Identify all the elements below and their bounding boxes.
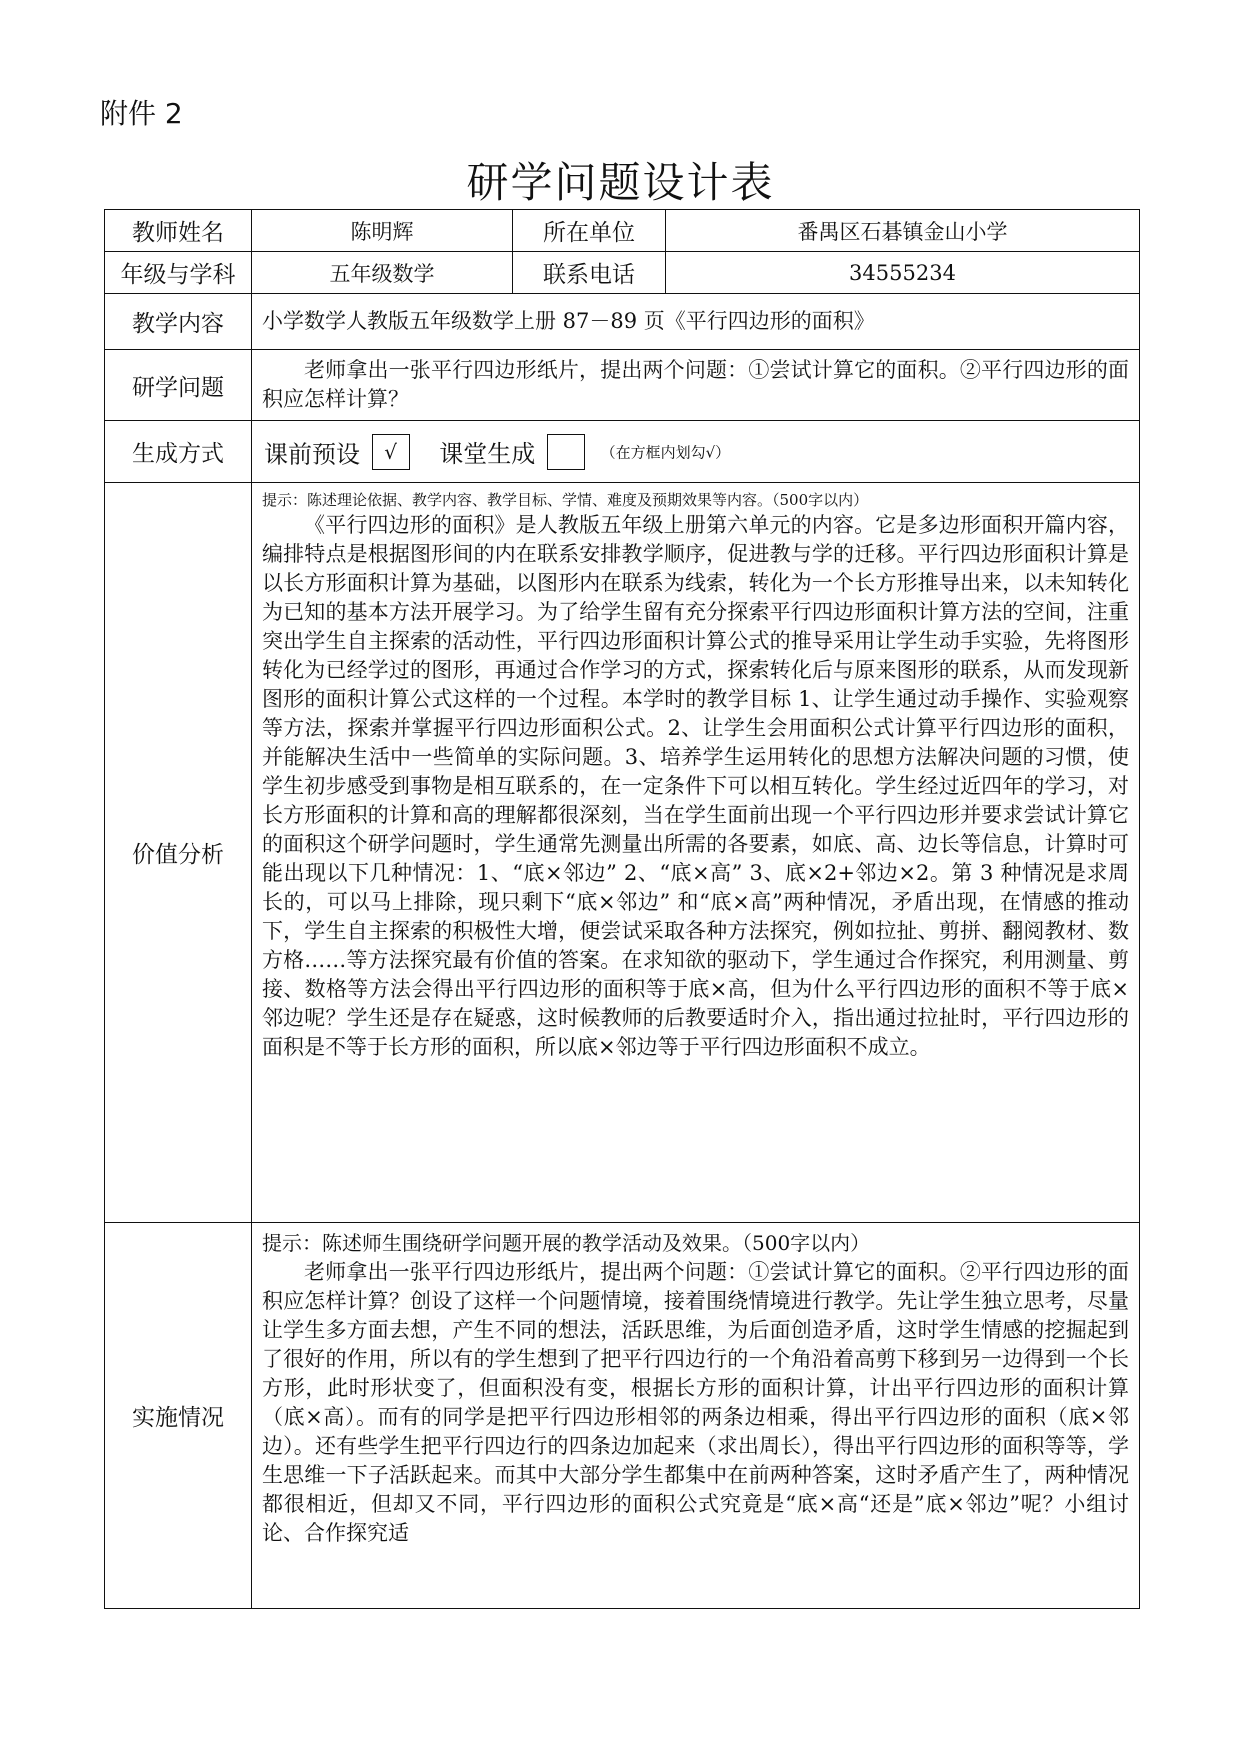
- implementation-label: 实施情况: [105, 1223, 252, 1609]
- question-value: 老师拿出一张平行四边形纸片，提出两个问题：①尝试计算它的面积。②平行四边形的面积应怎样计算？: [262, 358, 1129, 411]
- question-label: 研学问题: [105, 350, 252, 421]
- option-classroom-label: 课堂生成: [439, 440, 536, 468]
- option-preset-checkbox[interactable]: √: [372, 434, 410, 470]
- content-label: 教学内容: [105, 294, 252, 350]
- row-implementation: [105, 1223, 1140, 1609]
- question-cell: [252, 350, 1140, 421]
- row-grade: [105, 252, 1140, 294]
- row-teacher: [105, 210, 1140, 252]
- option-preset-label: 课前预设: [264, 440, 360, 468]
- checkbox-note: （在方框内划勾√）: [600, 443, 731, 461]
- grade-subject-value: 五年级数学: [252, 252, 513, 294]
- generation-cell: [252, 421, 1140, 483]
- option-classroom-checkbox[interactable]: [547, 434, 585, 470]
- value-analysis-cell: [252, 483, 1140, 1223]
- unit-value: 番禺区石碁镇金山小学: [666, 210, 1140, 252]
- design-table: [104, 209, 1140, 1609]
- content-value: 小学数学人教版五年级数学上册 87－89 页《平行四边形的面积》: [252, 294, 1140, 350]
- row-value-analysis: [105, 483, 1140, 1223]
- implementation-text: 老师拿出一张平行四边形纸片，提出两个问题：①尝试计算它的面积。②平行四边形的面积应怎样计算？创设了这样一个问题情境，接着围绕情境进行教学。先让学生独立思考，尽量让学生多方面去想，产生不同的想法，活跃思维，为后面创造矛盾，这时学生情感的挖掘起到了很好的作用，所以有的学生想到了把平行四边行的一个角沿着高剪下移到另一边得到一个长方形，此时形状变了，但面积没有变，根据长方形的面积计算，计出平行四边形的面积计算（底×高）。而有的同学是把平行四边形相邻的两条边相乘，得出平行四边形的面积（底×邻边）。还有些学生把平行四边行的四条边加起来（求出周长），得出平行四边形的面积等等，学生思维一下子活跃起来。而其中大部分学生都集中在前两种答案，这时矛盾产生了，两种情况都很相近，但却又不同，平行四边形的面积公式究竟是“底×高“还是”底×邻边”呢？小组讨论、合作探究适: [262, 1260, 1129, 1545]
- phone-label: 联系电话: [513, 252, 666, 294]
- row-generation: [105, 421, 1140, 483]
- form-title: 研学问题设计表: [466, 158, 775, 207]
- grade-subject-label: 年级与学科: [105, 252, 252, 294]
- row-content: [105, 294, 1140, 350]
- row-question: [105, 350, 1140, 421]
- implementation-cell: [252, 1223, 1140, 1609]
- implementation-hint: 提示：陈述师生围绕研学问题开展的教学活动及效果。（500字以内）: [262, 1231, 871, 1255]
- value-analysis-text: 《平行四边形的面积》是人教版五年级上册第六单元的内容。它是多边形面积开篇内容，编排特点是根据图形间的内在联系安排教学顺序，促进教与学的迁移。平行四边形面积计算是以长方形面积计算为基础，以图形内在联系为线索，转化为一个长方形推导出来，以未知转化为已知的基本方法开展学习。为了给学生留有充分探索平行四边形面积计算方法的空间，注重突出学生自主探索的活动性，平行四边形面积计算公式的推导采用让学生动手实验，先将图形转化为已经学过的图形，再通过合作学习的方式，探索转化后与原来图形的联系，从而发现新图形的面积计算公式这样的一个过程。本学时的教学目标 1、让学生通过动手操作、实验观察等方法，探索并掌握平行四边形面积公式。2、让学生会用面积公式计算平行四边形的面积，并能解决生活中一些简单的实际问题。3、培养学生运用转化的思想方法解决问题的习惯，使学生初步感受到事物是相互联系的，在一定条件下可以相互转化。学生经过近四年的学习，对长方形面积的计算和高的理解都很深刻，当在学生面前出现一个平行四边形并要求尝试计算它的面积这个研学问题时，学生通常先测量出所需的各要素，如底、高、边长等信息，计算时可能出现以下几种情况：1、“底×邻边” 2、“底×高” 3、底×2+邻边×2。第 3 种情况是求周长的，可以马上排除，现只剩下“底×邻边” 和“底×高”两种情况，矛盾出现，在情感的推动下，学生自主探索的积极性大增，便尝试采取各种方法探究，例如拉扯、剪拼、翻阅教材、数方格……等方法探究最有价值的答案。在求知欲的驱动下，学生通过合作探究，利用测量、剪接、数格等方法会得出平行四边形的面积等于底×高，但为什么平行四边形的面积不等于底×邻边呢？学生还是存在疑惑，这时候教师的后教要适时介入，指出通过拉扯时，平行四边形的面积是不等于长方形的面积，所以底×邻边等于平行四边形面积不成立。: [262, 513, 1129, 1059]
- value-analysis-label: 价值分析: [105, 483, 252, 1223]
- unit-label: 所在单位: [513, 210, 666, 252]
- teacher-name-label: 教师姓名: [105, 210, 252, 252]
- generation-label: 生成方式: [105, 421, 252, 483]
- value-analysis-hint: 提示：陈述理论依据、教学内容、教学目标、学情、难度及预期效果等内容。（500字以内）: [262, 491, 869, 509]
- phone-value: 34555234: [666, 252, 1140, 294]
- teacher-name-value: 陈明辉: [252, 210, 513, 252]
- attachment-label: 附件 2: [100, 97, 183, 130]
